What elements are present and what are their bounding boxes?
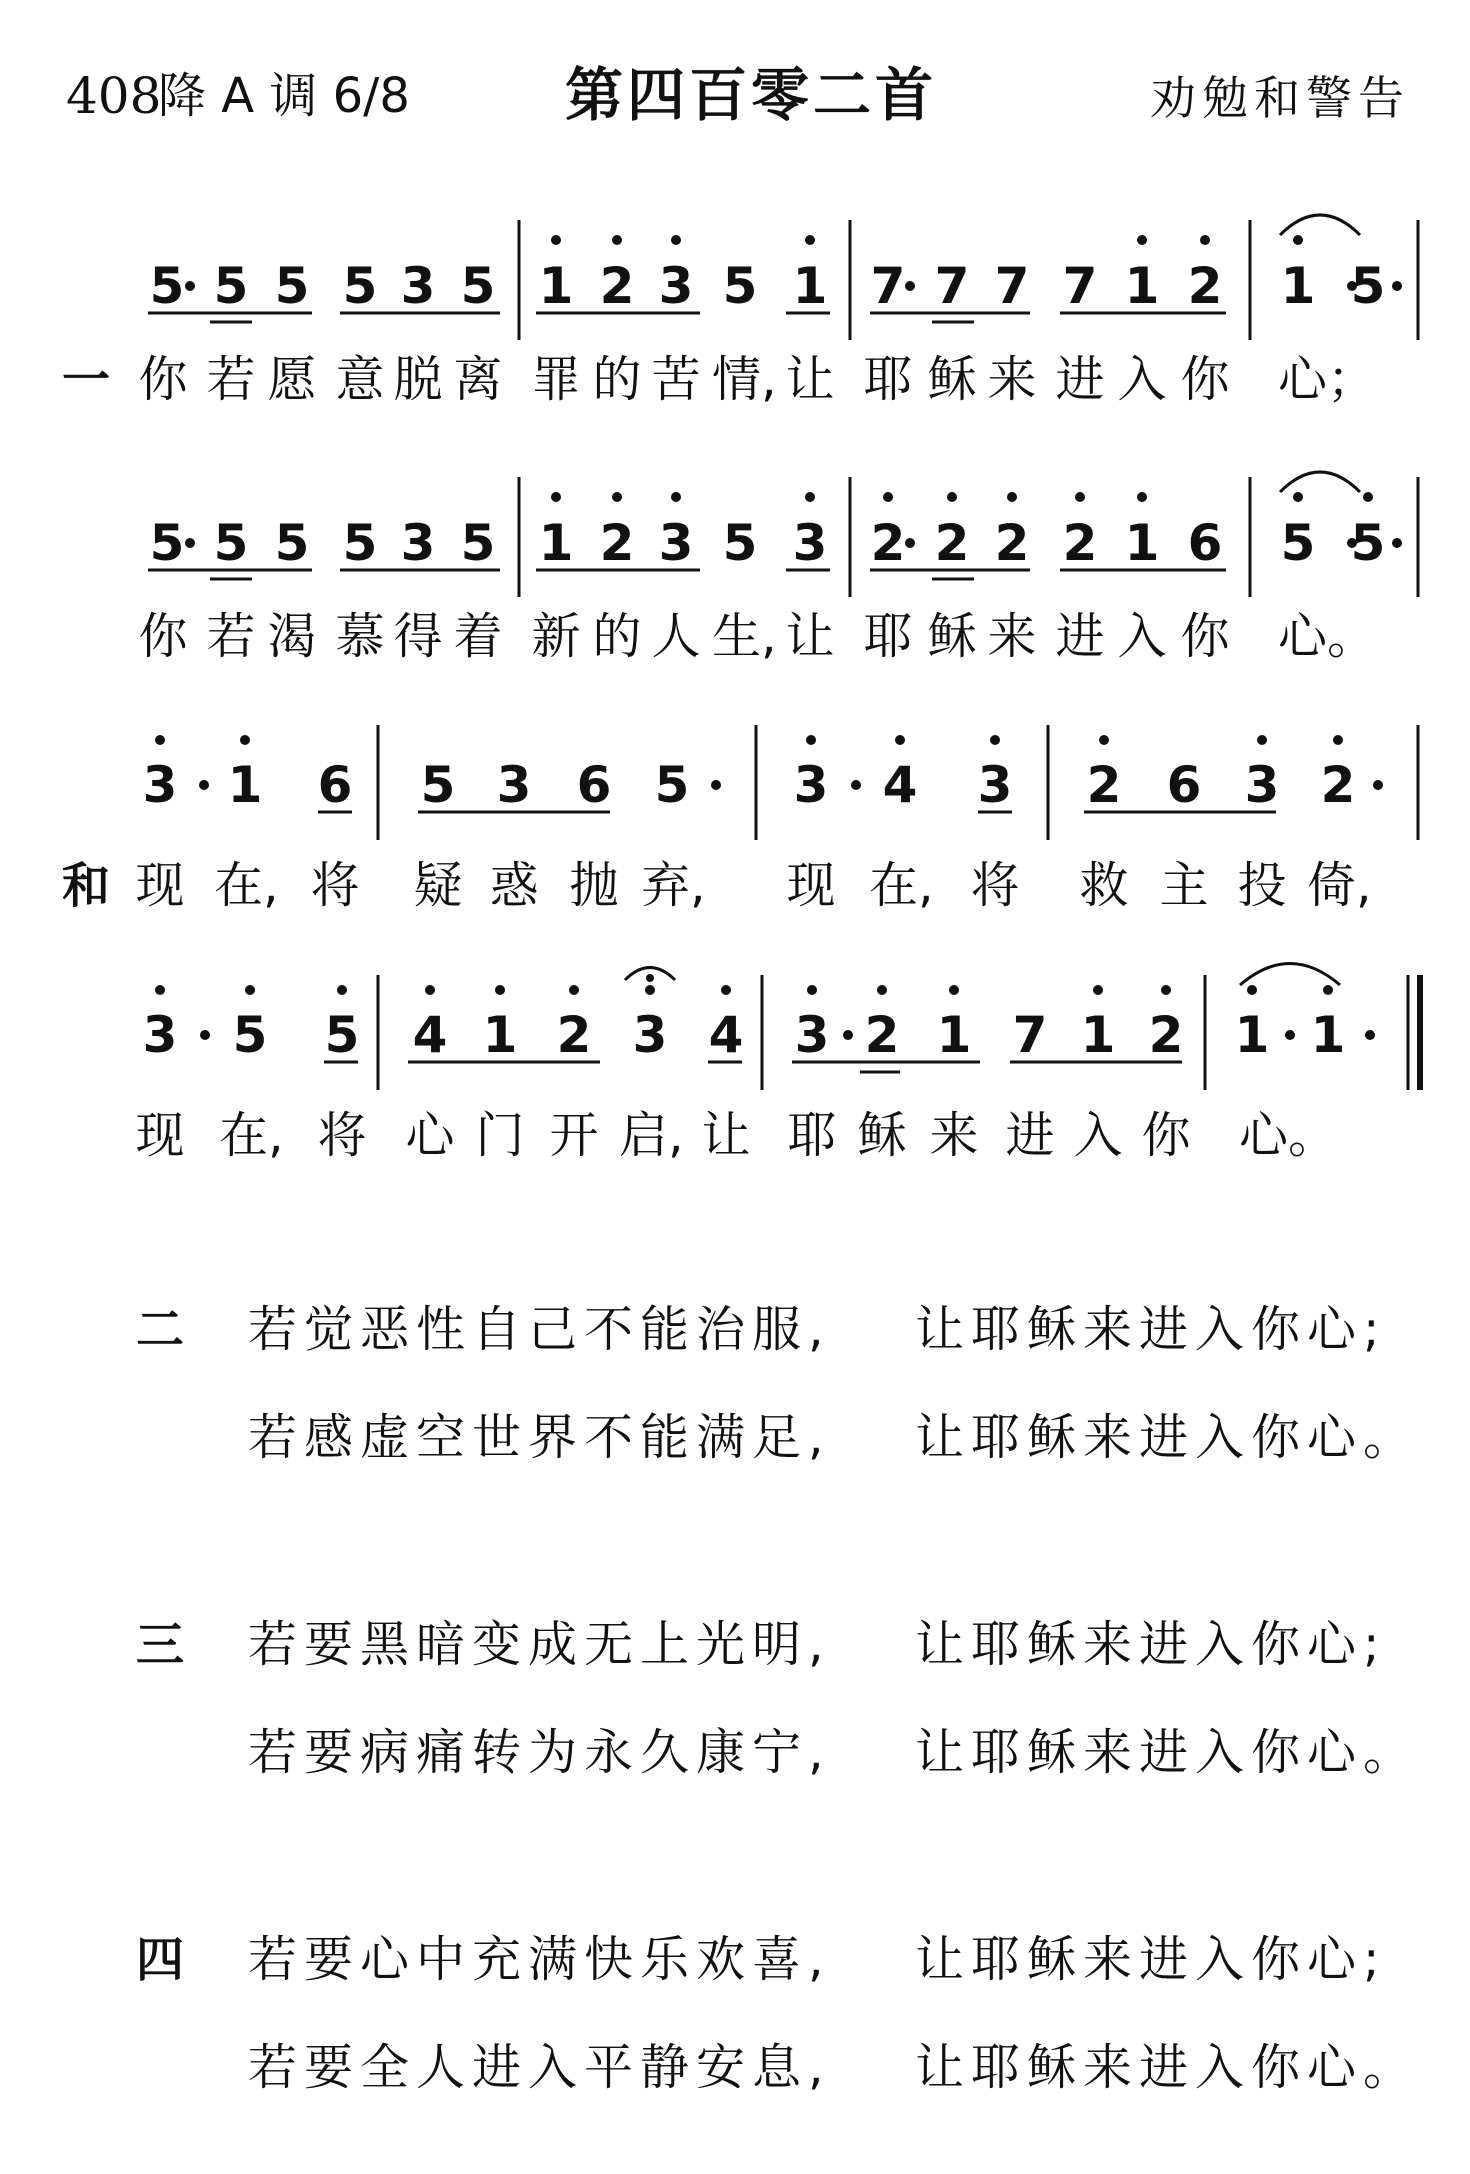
lyric-char: 救 bbox=[1079, 857, 1129, 914]
note: 5 bbox=[1350, 514, 1386, 572]
note: 2 bbox=[1086, 756, 1122, 814]
note: 2 bbox=[599, 514, 635, 572]
lyric-line-2 bbox=[0, 607, 1470, 667]
hymn-number: 408 bbox=[66, 67, 162, 125]
note: 6 bbox=[576, 756, 612, 814]
note: 6 bbox=[1187, 514, 1223, 572]
note: 5 bbox=[324, 1006, 360, 1064]
lyric-line-4 bbox=[0, 1106, 1470, 1166]
lyric-char: 若 bbox=[206, 351, 256, 408]
note: 1 bbox=[1080, 1006, 1116, 1064]
lyric-char: 在, bbox=[214, 857, 279, 914]
lyric-char: 开 bbox=[549, 1107, 599, 1164]
verse-refrain: 让耶稣来进入你心; bbox=[915, 1931, 1387, 1988]
note: 5 bbox=[342, 514, 378, 572]
lyric-char: 稣 bbox=[927, 608, 977, 665]
note: 2 bbox=[1187, 257, 1223, 315]
lyric-char: 的 bbox=[592, 608, 642, 665]
hymn-title: 第四百零二首 bbox=[565, 61, 938, 129]
lyric-char: 倚, bbox=[1307, 857, 1372, 914]
lyric-char: 进 bbox=[1005, 1107, 1055, 1164]
lyric-char: 进 bbox=[1055, 351, 1105, 408]
verse-text: 若要病痛转为永久康宁, bbox=[248, 1724, 831, 1781]
verse-2-label: 二 bbox=[136, 1302, 185, 1358]
note: 5 bbox=[1350, 257, 1386, 315]
lyric-char: 耶 bbox=[787, 1107, 837, 1164]
lyric-char: 人 bbox=[651, 608, 701, 665]
note: 4 bbox=[708, 1006, 744, 1064]
note: 5 bbox=[213, 257, 249, 315]
note: 1 bbox=[538, 514, 574, 572]
note: 2 bbox=[994, 514, 1030, 572]
lyric-char: 入 bbox=[1117, 351, 1167, 408]
lyric-char: 罪 bbox=[531, 351, 581, 408]
lyric-char: 若 bbox=[206, 608, 256, 665]
lyric-char: 现 bbox=[786, 857, 836, 914]
verse-refrain: 让耶稣来进入你心。 bbox=[915, 2039, 1420, 2096]
verse-text: 若要心中充满快乐欢喜, bbox=[248, 1931, 831, 1988]
lyric-char: 慕 bbox=[335, 608, 385, 665]
note: 5 bbox=[460, 257, 496, 315]
lyric-char: 离 bbox=[453, 351, 503, 408]
note: 3 bbox=[142, 756, 178, 814]
note: 1 bbox=[936, 1006, 972, 1064]
note: 1 bbox=[1124, 257, 1160, 315]
lyric-char: 苦 bbox=[651, 351, 701, 408]
lyric-char: 你 bbox=[1180, 608, 1230, 665]
note: 7 bbox=[1062, 257, 1098, 315]
lyric-char: 的 bbox=[592, 351, 642, 408]
lyric-char: 疑 bbox=[413, 857, 463, 914]
lyric-char: 主 bbox=[1159, 857, 1209, 914]
lyric-char: 你 bbox=[1180, 351, 1230, 408]
verse-refrain: 让耶稣来进入你心。 bbox=[915, 1409, 1420, 1466]
lyric-char: 情, bbox=[712, 351, 777, 408]
note: 3 bbox=[142, 1006, 178, 1064]
lyric-char: 生, bbox=[712, 608, 777, 665]
lyric-char: 着 bbox=[453, 608, 503, 665]
note: 5 bbox=[722, 514, 758, 572]
lyric-char: 你 bbox=[138, 351, 188, 408]
lyric-char: 在, bbox=[219, 1107, 284, 1164]
verse-1-label: 一 bbox=[62, 352, 111, 408]
note: 7 bbox=[870, 257, 906, 315]
lyric-char: 来 bbox=[929, 1107, 979, 1164]
verse-text: 若觉恶性自己不能治服, bbox=[248, 1301, 831, 1358]
notation-line-3 bbox=[143, 725, 1418, 840]
chorus-label: 和 bbox=[62, 858, 111, 914]
note: 3 bbox=[400, 257, 436, 315]
lyric-char: 脱 bbox=[393, 351, 443, 408]
note: 2 bbox=[1062, 514, 1098, 572]
note: 7 bbox=[934, 257, 970, 315]
lyric-char: 来 bbox=[987, 608, 1037, 665]
note: 5 bbox=[420, 756, 456, 814]
hymn-category: 劝勉和警告 bbox=[1150, 71, 1410, 125]
key-signature: 降 A 调 6/8 bbox=[158, 68, 410, 124]
lyric-char: 投 bbox=[1237, 857, 1287, 914]
lyric-char: 心。 bbox=[1278, 608, 1377, 665]
verse-refrain: 让耶稣来进入你心。 bbox=[915, 1724, 1420, 1781]
lyric-char: 愿 bbox=[267, 351, 317, 408]
lyric-char: 入 bbox=[1073, 1107, 1123, 1164]
note: 2 bbox=[870, 514, 906, 572]
lyric-line-1 bbox=[0, 350, 1470, 410]
verse-3-label: 三 bbox=[136, 1617, 185, 1673]
verse-refrain: 让耶稣来进入你心; bbox=[915, 1301, 1387, 1358]
verse-refrain: 让耶稣来进入你心; bbox=[915, 1616, 1387, 1673]
note: 1 bbox=[1310, 1006, 1346, 1064]
note: 1 bbox=[227, 756, 263, 814]
note: 5 bbox=[460, 514, 496, 572]
note: 3 bbox=[496, 756, 532, 814]
notation-line-4 bbox=[143, 964, 1420, 1091]
note: 5 bbox=[1280, 514, 1316, 572]
lyric-char: 新 bbox=[531, 608, 581, 665]
note: 1 bbox=[792, 257, 828, 315]
lyric-char: 让 bbox=[785, 608, 835, 665]
note: 5 bbox=[274, 257, 310, 315]
note: 5 bbox=[232, 1006, 268, 1064]
lyric-char: 入 bbox=[1117, 608, 1167, 665]
note: 2 bbox=[599, 257, 635, 315]
note: 1 bbox=[482, 1006, 518, 1064]
lyric-char: 进 bbox=[1055, 608, 1105, 665]
lyric-char: 抛 bbox=[569, 857, 619, 914]
note: 7 bbox=[1012, 1006, 1048, 1064]
note: 3 bbox=[658, 514, 694, 572]
note: 3 bbox=[658, 257, 694, 315]
note: 5 bbox=[654, 756, 690, 814]
note: 3 bbox=[632, 1006, 668, 1064]
note: 1 bbox=[538, 257, 574, 315]
lyric-line-3 bbox=[0, 856, 1470, 916]
lyric-char: 让 bbox=[785, 351, 835, 408]
note: 5 bbox=[274, 514, 310, 572]
verse-text: 若感虚空世界不能满足, bbox=[248, 1409, 831, 1466]
lyric-char: 心 bbox=[405, 1107, 455, 1164]
note: 5 bbox=[149, 514, 185, 572]
note: 5 bbox=[213, 514, 249, 572]
lyric-char: 耶 bbox=[863, 351, 913, 408]
lyric-char: 现 bbox=[135, 1107, 185, 1164]
note: 6 bbox=[317, 756, 353, 814]
lyric-char: 意 bbox=[335, 351, 385, 408]
note: 3 bbox=[793, 756, 829, 814]
note: 3 bbox=[977, 756, 1013, 814]
note: 1 bbox=[1234, 1006, 1270, 1064]
note: 5 bbox=[722, 257, 758, 315]
lyric-char: 耶 bbox=[863, 608, 913, 665]
verse-4-label: 四 bbox=[136, 1932, 185, 1988]
verse-text: 若要黑暗变成无上光明, bbox=[248, 1616, 831, 1673]
notation-line-2 bbox=[148, 472, 1418, 597]
verse-text: 若要全人进入平静安息, bbox=[248, 2039, 831, 2096]
lyric-char: 弃, bbox=[641, 857, 706, 914]
lyric-char: 将 bbox=[317, 1107, 367, 1164]
lyric-char: 启, bbox=[619, 1107, 684, 1164]
note: 6 bbox=[1166, 756, 1202, 814]
lyric-char: 心。 bbox=[1239, 1107, 1338, 1164]
note: 2 bbox=[1320, 756, 1356, 814]
lyric-char: 将 bbox=[310, 857, 360, 914]
note: 2 bbox=[864, 1006, 900, 1064]
lyric-char: 将 bbox=[970, 857, 1020, 914]
lyric-char: 门 bbox=[475, 1107, 525, 1164]
note: 1 bbox=[1124, 514, 1160, 572]
lyric-char: 心； bbox=[1278, 351, 1377, 408]
lyric-char: 得 bbox=[393, 608, 443, 665]
note: 3 bbox=[1244, 756, 1280, 814]
lyric-char: 来 bbox=[987, 351, 1037, 408]
lyric-char: 渴 bbox=[267, 608, 317, 665]
notation-line-1 bbox=[148, 215, 1418, 340]
lyric-char: 惑 bbox=[489, 857, 539, 914]
note: 5 bbox=[149, 257, 185, 315]
note: 3 bbox=[792, 514, 828, 572]
lyric-char: 稣 bbox=[927, 351, 977, 408]
note: 7 bbox=[994, 257, 1030, 315]
note: 4 bbox=[412, 1006, 448, 1064]
note: 1 bbox=[1280, 257, 1316, 315]
note: 2 bbox=[934, 514, 970, 572]
lyric-char: 在, bbox=[869, 857, 934, 914]
lyric-char: 你 bbox=[138, 608, 188, 665]
note: 2 bbox=[556, 1006, 592, 1064]
note: 4 bbox=[882, 756, 918, 814]
lyric-char: 你 bbox=[1141, 1107, 1191, 1164]
note: 2 bbox=[1148, 1006, 1184, 1064]
note: 5 bbox=[342, 257, 378, 315]
lyric-char: 稣 bbox=[857, 1107, 907, 1164]
note: 3 bbox=[400, 514, 436, 572]
note: 3 bbox=[794, 1006, 830, 1064]
lyric-char: 现 bbox=[135, 857, 185, 914]
lyric-char: 让 bbox=[701, 1107, 751, 1164]
